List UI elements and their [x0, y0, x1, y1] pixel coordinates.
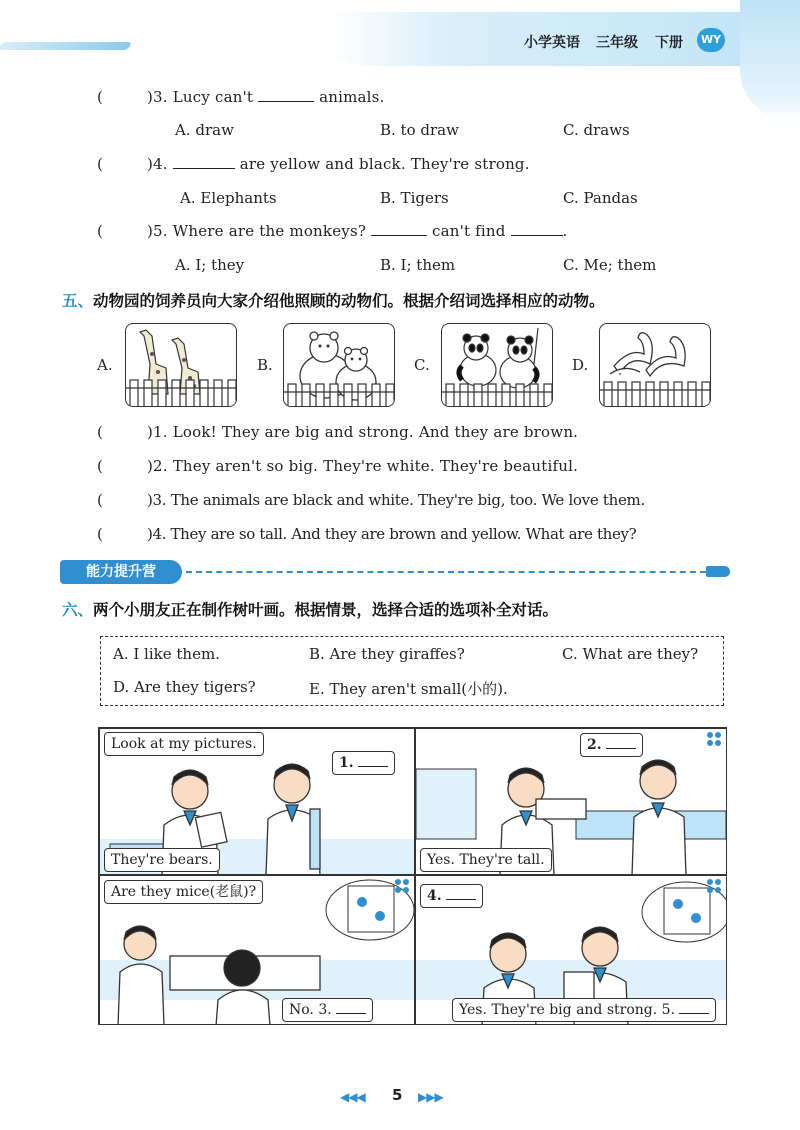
question-text: can't find — [432, 222, 506, 240]
picture-label: D. — [572, 356, 589, 374]
question-number: )3. — [147, 88, 168, 106]
answer-blank[interactable] — [679, 1002, 709, 1014]
option-a: A. draw — [175, 121, 234, 139]
question-text: are yellow and black. They're strong. — [239, 155, 530, 173]
answer-blank[interactable] — [371, 224, 427, 236]
giraffes-picture — [125, 323, 237, 407]
answer-paren[interactable]: ( — [97, 525, 103, 543]
question-text: animals. — [319, 88, 385, 106]
question-text: . — [562, 222, 568, 240]
option-c: C. Me; them — [563, 256, 657, 274]
answer-blank[interactable] — [446, 888, 476, 900]
question-row — [147, 222, 568, 240]
bears-picture — [283, 323, 395, 407]
question-row: )3. The animals are black and white. They're big, too. We love them. — [147, 491, 645, 509]
answer-bubble — [420, 884, 483, 908]
header-corner-decor — [740, 0, 800, 120]
answer-paren[interactable]: ( — [97, 222, 103, 240]
bears-icon — [284, 324, 395, 407]
blank-number: No. 3. — [289, 1002, 332, 1018]
answer-paren[interactable]: ( — [97, 155, 103, 173]
question-row: )2. They aren't so big. They're white. They're beautiful. — [147, 457, 579, 475]
header-grade: 三年级 — [596, 35, 638, 51]
speech-bubble: They're bears. — [104, 848, 220, 872]
option-b: B. Tigers — [380, 189, 449, 207]
option-c: C. draws — [563, 121, 630, 139]
answer-paren[interactable]: ( — [97, 491, 103, 509]
comic-strip — [98, 727, 727, 1025]
option-b: B. to draw — [380, 121, 459, 139]
question-row — [147, 88, 385, 106]
swans-icon — [600, 324, 711, 407]
giraffes-icon — [126, 324, 237, 407]
speech-bubble: Look at my pictures. — [104, 732, 264, 756]
speech-bubble: Yes. They're tall. — [420, 848, 552, 872]
page-number: 5 — [392, 1086, 403, 1104]
answer-paren[interactable]: ( — [97, 88, 103, 106]
comic-panel-4 — [415, 875, 727, 1025]
picture-label: A. — [97, 356, 113, 374]
swans-picture — [599, 323, 711, 407]
question-text: Where are the monkeys? — [172, 222, 367, 240]
next-page-arrows-icon[interactable]: ▶▶▶ — [418, 1090, 443, 1104]
section-instructions: 动物园的饲养员向大家介绍他照顾的动物们。根据介绍词选择相应的动物。 — [93, 292, 605, 310]
section-instructions: 两个小朋友正在制作树叶画。根据情景，选择合适的选项补全对话。 — [93, 601, 559, 619]
option-e: E. They aren't small(小的). — [309, 680, 508, 698]
option-b: B. I; them — [380, 256, 456, 274]
answer-blank[interactable] — [173, 157, 235, 169]
options-box — [100, 636, 724, 706]
answer-bubble — [452, 998, 716, 1022]
answer-blank[interactable] — [511, 224, 563, 236]
option-a: A. I; they — [175, 256, 245, 274]
question-number: )5. — [147, 222, 168, 240]
section-5-title — [62, 289, 605, 311]
section-6-title — [62, 598, 558, 620]
header-decor-stroke — [0, 42, 132, 50]
answer-blank[interactable] — [606, 737, 636, 749]
blank-number: 4. — [427, 888, 442, 904]
answer-bubble — [580, 733, 643, 757]
answer-bubble — [282, 998, 373, 1022]
option-c: C. What are they? — [562, 645, 699, 663]
option-c: C. Pandas — [563, 189, 638, 207]
comic-panel-2 — [415, 728, 727, 875]
pandas-icon — [442, 324, 553, 407]
option-a: A. Elephants — [180, 189, 277, 207]
speech-bubble: Are they mice(老鼠)? — [104, 880, 263, 904]
header-subject: 小学英语 — [524, 35, 580, 51]
level-tag: 能力提升营 — [60, 560, 182, 584]
answer-paren[interactable]: ( — [97, 457, 103, 475]
answer-blank[interactable] — [358, 755, 388, 767]
comic-panel-3 — [99, 875, 415, 1025]
level-divider — [186, 571, 706, 573]
answer-bubble — [332, 751, 395, 775]
answer-blank[interactable] — [336, 1002, 366, 1014]
comic-panel-1 — [99, 728, 415, 875]
prev-page-arrows-icon[interactable]: ◀◀◀ — [340, 1090, 365, 1104]
question-number: )4. — [147, 155, 168, 173]
section-number: 六、 — [62, 601, 94, 619]
blank-number: Yes. They're big and strong. 5. — [459, 1002, 676, 1018]
option-b: B. Are they giraffes? — [309, 645, 465, 663]
picture-label: C. — [414, 356, 430, 374]
header-badge: WY — [697, 28, 725, 52]
question-text: Lucy can't — [172, 88, 254, 106]
question-row: )4. They are so tall. And they are brown and yellow. What are they? — [147, 525, 637, 543]
blank-number: 2. — [587, 737, 602, 753]
question-row — [147, 155, 530, 173]
header-volume: 下册 — [655, 35, 683, 51]
option-a: A. I like them. — [113, 645, 220, 663]
blank-number: 1. — [339, 755, 354, 771]
pandas-picture — [441, 323, 553, 407]
answer-blank[interactable] — [258, 90, 314, 102]
picture-label: B. — [257, 356, 273, 374]
question-row: )1. Look! They are big and strong. And they are brown. — [147, 423, 579, 441]
pencil-icon — [706, 566, 730, 577]
option-d: D. Are they tigers? — [113, 678, 256, 696]
answer-paren[interactable]: ( — [97, 423, 103, 441]
section-number: 五、 — [62, 292, 94, 310]
